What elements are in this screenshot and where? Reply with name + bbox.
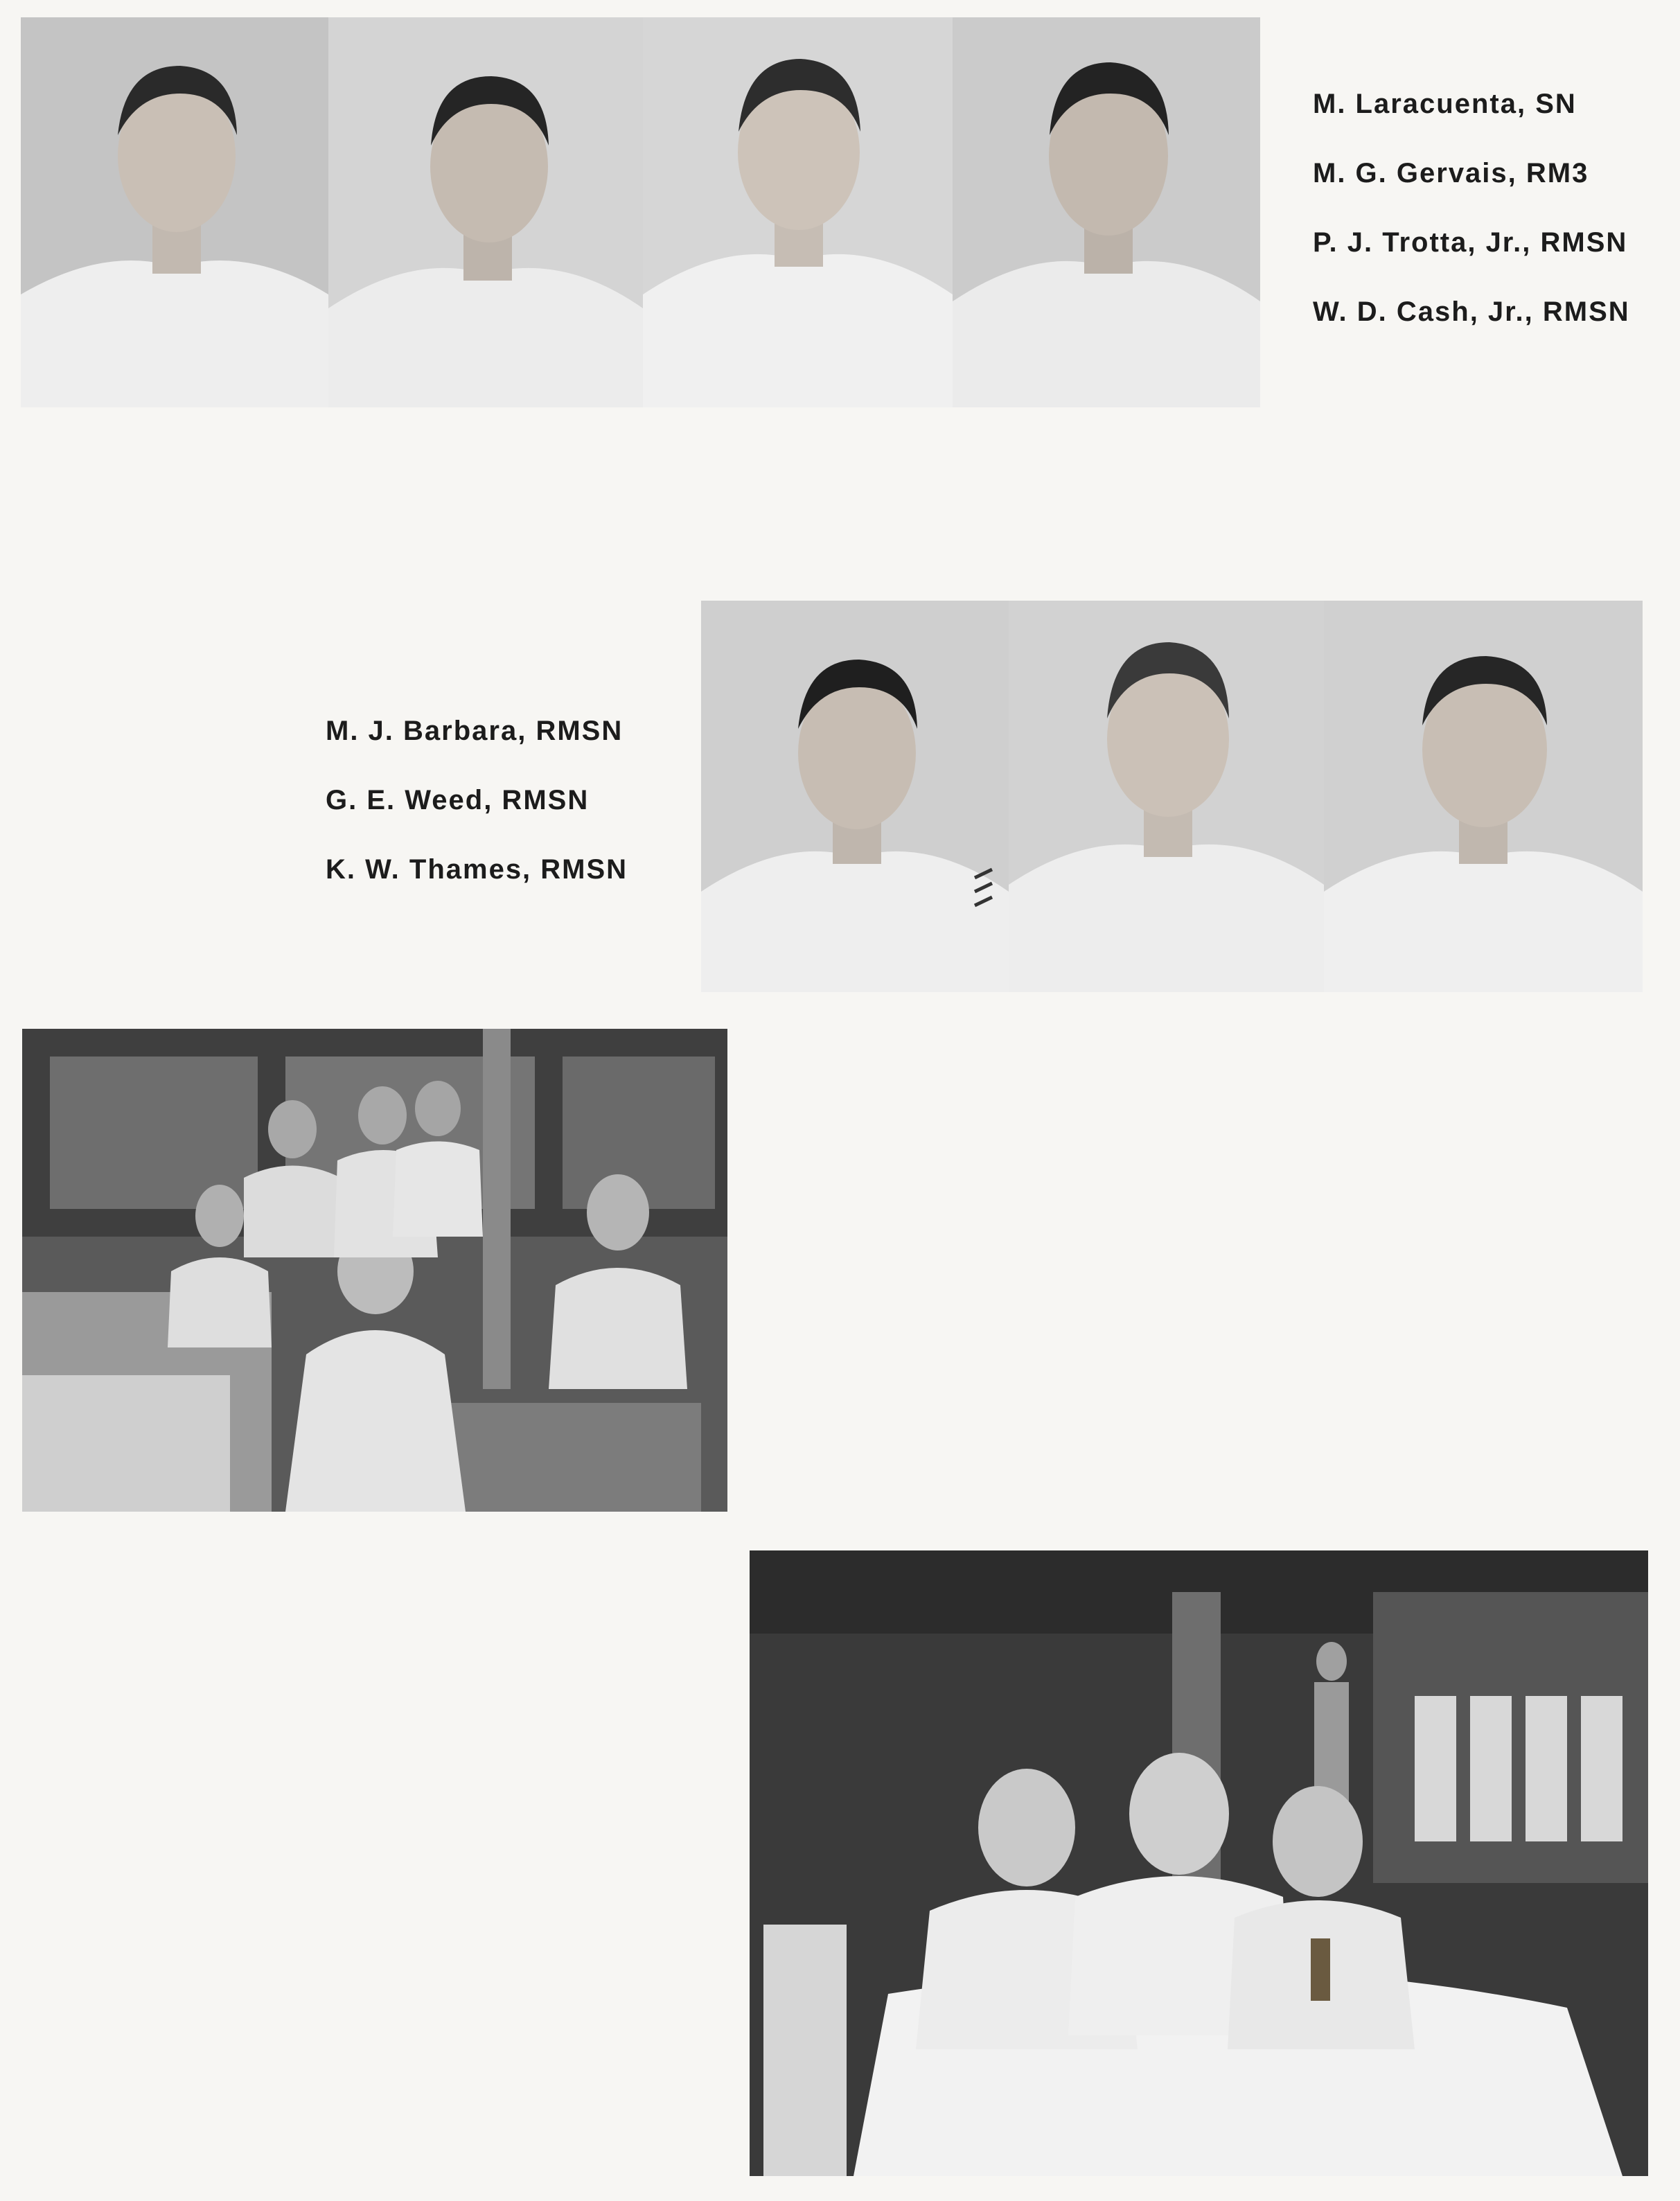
portrait-weed — [1009, 601, 1324, 992]
photo-sailors-at-table — [750, 1550, 1648, 2176]
photo-sailors-at-table-image — [750, 1550, 1648, 2176]
middle-caption-list — [326, 696, 628, 904]
caption-name: P. J. Trotta, Jr., RMSN — [1313, 227, 1628, 258]
portrait-cash — [953, 17, 1260, 407]
top-caption-list — [1313, 69, 1630, 346]
portrait-trotta — [643, 17, 953, 407]
portrait-trotta-image — [643, 17, 953, 407]
photo-radio-room — [22, 1029, 727, 1512]
portrait-weed-image — [1009, 601, 1324, 992]
caption-name: M. J. Barbara, RMSN — [326, 716, 624, 746]
caption-name: W. D. Cash, Jr., RMSN — [1313, 297, 1630, 327]
portrait-gervais-image — [328, 17, 643, 407]
portrait-laracuenta — [21, 17, 328, 407]
portrait-gervais — [328, 17, 643, 407]
portrait-barbara-image — [701, 601, 1009, 992]
caption-name: K. W. Thames, RMSN — [326, 854, 628, 885]
portrait-thames-image — [1324, 601, 1643, 992]
photo-radio-room-image — [22, 1029, 727, 1512]
portrait-cash-image — [953, 17, 1260, 407]
portrait-barbara — [701, 601, 1009, 992]
caption-name: M. Laracuenta, SN — [1313, 89, 1577, 119]
caption-name: G. E. Weed, RMSN — [326, 785, 590, 815]
portrait-thames — [1324, 601, 1643, 992]
caption-name: M. G. Gervais, RM3 — [1313, 158, 1589, 188]
portrait-laracuenta-image — [21, 17, 328, 407]
